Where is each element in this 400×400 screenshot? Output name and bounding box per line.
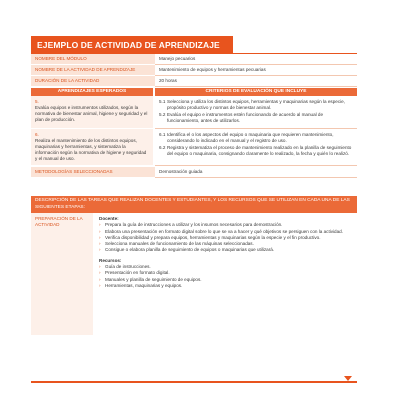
list-item-text: Herramientas, maquinarias y equipos. bbox=[105, 282, 183, 288]
learning-cell bbox=[31, 96, 155, 129]
header-criteria: CRITERIOS DE EVALUACIÓN QUE INCLUYE bbox=[155, 88, 357, 96]
info-value: Mantenimiento de equipos y herramientas pecuarias bbox=[155, 65, 357, 76]
activity-sheet bbox=[31, 36, 357, 335]
learning-row bbox=[31, 129, 357, 166]
method-value: Demostración guiada bbox=[155, 167, 357, 178]
list-item bbox=[99, 283, 351, 289]
arrow-icon: › bbox=[99, 270, 101, 276]
criterion bbox=[159, 112, 353, 124]
criterion bbox=[159, 99, 353, 111]
stage-content bbox=[93, 213, 357, 335]
arrow-icon: › bbox=[99, 228, 101, 234]
teacher-heading: Docente: bbox=[99, 216, 119, 221]
criterion-text: Evalúa el equipo e instrumentos estén funcionando de acuerdo al manual de funcionamiento, antes de utilizarlos. bbox=[167, 112, 324, 123]
stage-label: PREPARACIÓN DE LA ACTIVIDAD bbox=[31, 213, 93, 335]
info-label: NOMBRE DEL MÓDULO bbox=[31, 54, 155, 65]
arrow-icon: › bbox=[99, 282, 101, 288]
learning-text: Realiza el mantenimiento de los distintos equipos, maquinarias y herramientas, y sistematiza la información según la normativa de higiene y seguridad y el manual de uso. bbox=[35, 138, 147, 161]
footer-rule bbox=[31, 381, 357, 383]
list-item bbox=[99, 247, 351, 253]
list-item-text: Selecciona manuales de funcionamiento de las máquinas seleccionadas. bbox=[105, 241, 254, 247]
criterion-text: Identifica el o los aspectos del equipo o maquinaria que requieren mantenimiento, considerando lo indicado en el manual y el registro de uso. bbox=[167, 132, 334, 143]
list-item-text: Guía de instrucciones. bbox=[105, 264, 151, 270]
learning-text: Evalúa equipos e instrumentos utilizados, según la normativa de bienestar animal, higiene y seguridad y el plan de producción. bbox=[35, 105, 148, 122]
info-row-duration bbox=[31, 76, 357, 87]
criterion bbox=[159, 132, 353, 144]
criterion-text: Registra y sistematiza el proceso de mantenimiento realizado en la planilla de seguimiento del equipo o maquinaria, consignando claramente lo realizado, la fecha y quién lo realizó. bbox=[167, 145, 352, 156]
criterion-number: 6.1 bbox=[159, 132, 166, 137]
info-value: 20 horas bbox=[155, 76, 357, 87]
list-item-text: Consigue o elabora planilla de seguimiento de equipos o maquinarias que utilizará. bbox=[105, 247, 275, 253]
criterion-number: 6.2 bbox=[159, 145, 166, 150]
criterion-number: 5.2 bbox=[159, 112, 166, 117]
header-learnings: APRENDIZAJES ESPERADOS bbox=[31, 88, 155, 96]
criterion-number: 5.1 bbox=[159, 99, 166, 104]
page-title: EJEMPLO DE ACTIVIDAD DE APRENDIZAJE bbox=[37, 40, 220, 50]
list-item-text: Manuales y planilla de seguimiento de equipos. bbox=[105, 276, 202, 282]
table-header bbox=[31, 88, 357, 96]
learning-number: 5. bbox=[35, 99, 39, 104]
info-label: DURACIÓN DE LA ACTIVIDAD bbox=[31, 76, 155, 87]
criteria-cell bbox=[155, 129, 357, 166]
teacher-list bbox=[99, 222, 351, 253]
arrow-icon: › bbox=[99, 222, 101, 228]
info-row-activity bbox=[31, 65, 357, 76]
arrow-icon: › bbox=[99, 264, 101, 270]
list-item-text: Elabora una presentación en formato digital sobre lo que se va a hacer y qué objetivos se persiguen con la actividad. bbox=[105, 228, 344, 234]
list-item-text: Presentación en formato digital. bbox=[105, 270, 170, 276]
title-tab bbox=[31, 36, 233, 53]
criterion-text: Selecciona y utiliza los distintos equipos, herramientas y maquinarias según la especie, propósito productivo y normas de bienestar animal. bbox=[167, 99, 345, 110]
resources-list bbox=[99, 264, 351, 289]
resources-heading: Recursos: bbox=[99, 257, 122, 263]
info-value: Manejo pecuarios bbox=[155, 54, 357, 65]
info-row-module bbox=[31, 54, 357, 65]
list-item-text: Prepara la guía de instrucciones a utilizar y los insumos necesarios para demostración. bbox=[105, 222, 283, 228]
list-item-text: Verifica disponibilidad y prepara equipos, herramientas y maquinarias según la especie y el fin productivo. bbox=[105, 234, 321, 240]
learning-number: 6. bbox=[35, 132, 39, 137]
learning-cell bbox=[31, 129, 155, 166]
arrow-icon: › bbox=[99, 276, 101, 282]
description-header: DESCRIPCIÓN DE LAS TAREAS QUE REALIZAN DOCENTES Y ESTUDIANTES, Y LOS RECURSOS QUE SE UTILIZAN EN CADA UNA DE LAS SIGUIENTES ETAPAS: bbox=[31, 196, 357, 213]
criteria-cell bbox=[155, 96, 357, 129]
method-label: METODOLOGÍAS SELECCIONADAS bbox=[31, 167, 155, 178]
method-row bbox=[31, 167, 357, 178]
arrow-icon: › bbox=[99, 241, 101, 247]
criterion bbox=[159, 145, 353, 157]
learning-row bbox=[31, 96, 357, 129]
arrow-icon: › bbox=[99, 234, 101, 240]
stage-row bbox=[31, 213, 357, 335]
arrow-icon: › bbox=[99, 247, 101, 253]
info-label: NOMBRE DE LA ACTIVIDAD DE APRENDIZAJE bbox=[31, 65, 155, 76]
